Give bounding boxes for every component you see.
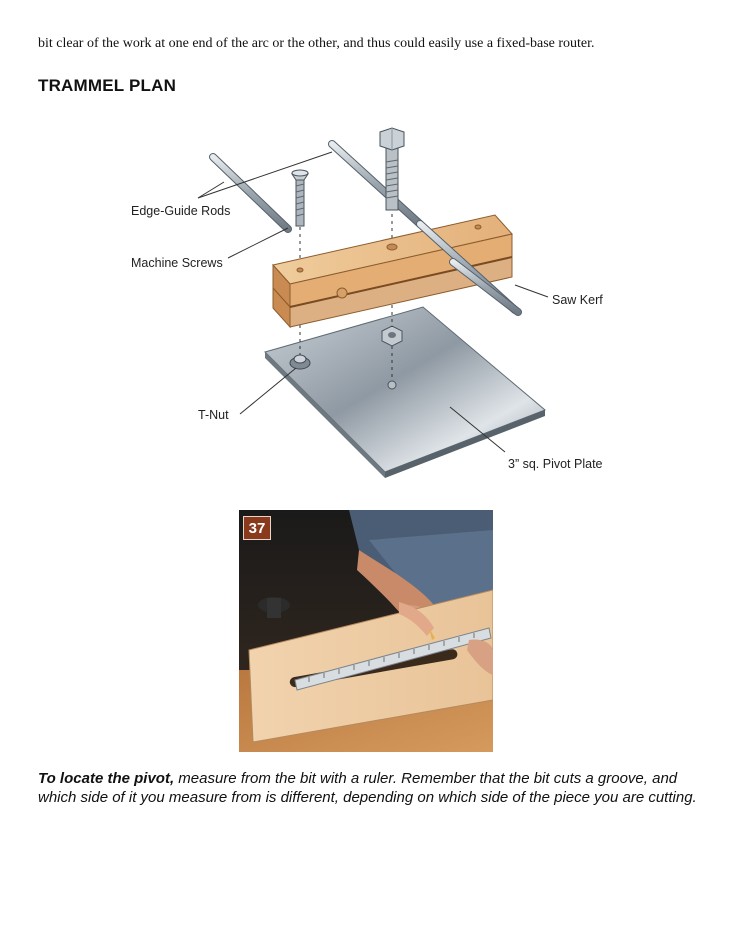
- label-t-nut: T-Nut: [198, 408, 229, 422]
- section-heading: TRAMMEL PLAN: [38, 76, 177, 95]
- label-machine-screws: Machine Screws: [131, 256, 223, 270]
- caption-body: measure from the bit with a ruler. Remember that the bit cuts a groove, and which side of it you measure from is different, depending on which side of the piece you are cutting.: [38, 770, 697, 806]
- caption-lead: To locate the pivot,: [38, 770, 175, 787]
- trammel-plan-diagram: [120, 122, 620, 484]
- machine-screw: [292, 170, 308, 226]
- pivot-plate: [265, 307, 545, 478]
- label-pivot-plate: 3” sq. Pivot Plate: [508, 457, 603, 471]
- hex-bolt: [380, 128, 404, 210]
- photo-caption: [38, 770, 698, 807]
- step-number-badge: 37: [243, 516, 271, 540]
- label-saw-kerf: Saw Kerf: [552, 293, 603, 307]
- step-photo: [239, 510, 493, 752]
- lead-paragraph: bit clear of the work at one end of the arc or the other, and thus could easily use a fixed-base router.: [38, 36, 595, 51]
- label-edge-guide-rods: Edge-Guide Rods: [131, 204, 231, 218]
